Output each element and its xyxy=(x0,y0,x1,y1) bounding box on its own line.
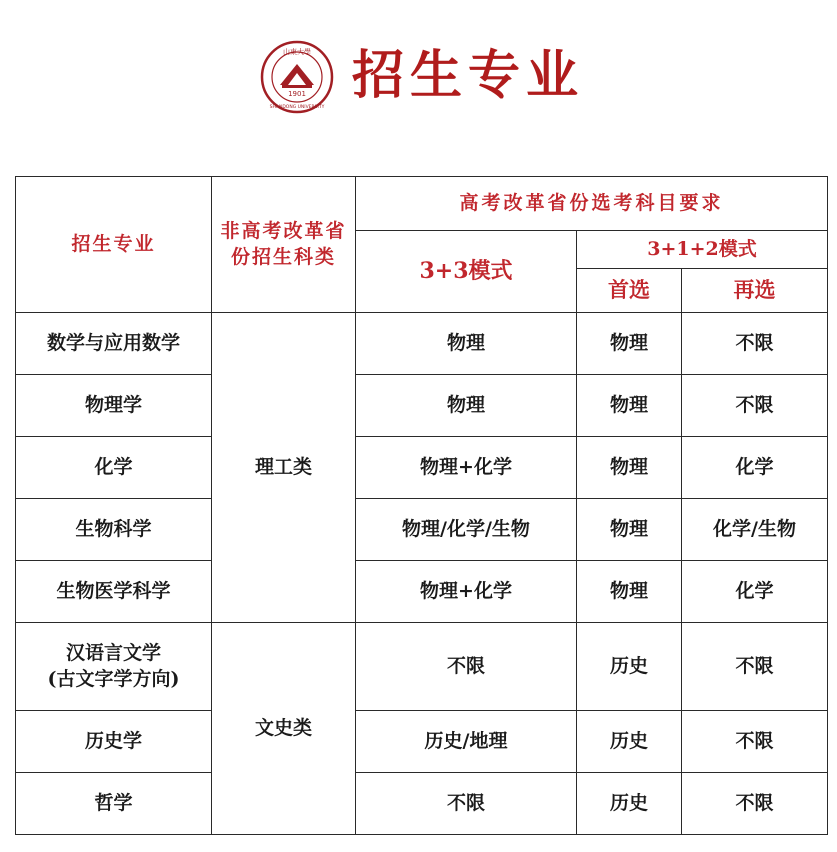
header-first-choice: 首选 xyxy=(577,269,682,313)
mode33-cell: 物理+化学 xyxy=(356,561,577,623)
second-choice-cell: 不限 xyxy=(682,623,828,711)
header-requirements: 高考改革省份选考科目要求 xyxy=(356,177,828,231)
header-mode-33: 3+3模式 xyxy=(356,231,577,313)
major-cell: 哲学 xyxy=(16,773,212,835)
major-line2: (古文字学方向) xyxy=(47,667,180,690)
mode33-cell: 物理 xyxy=(356,375,577,437)
table-row xyxy=(16,313,828,375)
logo-top-text: 山東大學 xyxy=(283,48,311,56)
first-choice-cell: 物理 xyxy=(577,313,682,375)
header-category xyxy=(212,177,356,313)
mode33-cell: 物理/化学/生物 xyxy=(356,499,577,561)
second-choice-cell: 化学 xyxy=(682,561,828,623)
first-choice-cell: 物理 xyxy=(577,437,682,499)
header-category-line2: 份招生科类 xyxy=(230,245,336,268)
major-cell xyxy=(16,623,212,711)
header-second-choice: 再选 xyxy=(682,269,828,313)
table-row xyxy=(16,437,828,499)
page-title: 招生专业 xyxy=(352,46,585,106)
header-major: 招生专业 xyxy=(16,177,212,313)
major-cell: 化学 xyxy=(16,437,212,499)
page-header xyxy=(0,38,837,118)
second-choice-cell: 不限 xyxy=(682,711,828,773)
major-cell: 数学与应用数学 xyxy=(16,313,212,375)
mode33-cell: 不限 xyxy=(356,623,577,711)
major-cell: 物理学 xyxy=(16,375,212,437)
second-choice-cell: 化学 xyxy=(682,437,828,499)
logo-year: 1901 xyxy=(288,90,306,98)
second-choice-cell: 不限 xyxy=(682,773,828,835)
major-cell: 历史学 xyxy=(16,711,212,773)
header-mode-312: 3+1+2模式 xyxy=(577,231,828,269)
major-line1: 汉语言文学 xyxy=(65,641,161,664)
category-arts: 文史类 xyxy=(212,623,356,835)
first-choice-cell: 历史 xyxy=(577,623,682,711)
mode33-cell: 不限 xyxy=(356,773,577,835)
header-category-line1: 非高考改革省 xyxy=(220,219,347,242)
mode33-cell: 物理+化学 xyxy=(356,437,577,499)
mode33-cell: 物理 xyxy=(356,313,577,375)
table-row xyxy=(16,773,828,835)
first-choice-cell: 物理 xyxy=(577,375,682,437)
table-row xyxy=(16,623,828,711)
category-science: 理工类 xyxy=(212,313,356,623)
table-row xyxy=(16,499,828,561)
second-choice-cell: 不限 xyxy=(682,313,828,375)
admission-majors-table xyxy=(15,176,828,835)
major-cell: 生物科学 xyxy=(16,499,212,561)
second-choice-cell: 不限 xyxy=(682,375,828,437)
mode33-cell: 历史/地理 xyxy=(356,711,577,773)
first-choice-cell: 物理 xyxy=(577,561,682,623)
table-row xyxy=(16,561,828,623)
first-choice-cell: 物理 xyxy=(577,499,682,561)
first-choice-cell: 历史 xyxy=(577,773,682,835)
first-choice-cell: 历史 xyxy=(577,711,682,773)
logo-bottom-text: SHANDONG UNIVERSITY xyxy=(269,105,325,110)
major-cell: 生物医学科学 xyxy=(16,561,212,623)
university-logo xyxy=(260,40,334,114)
second-choice-cell: 化学/生物 xyxy=(682,499,828,561)
table-row xyxy=(16,375,828,437)
table-row xyxy=(16,711,828,773)
